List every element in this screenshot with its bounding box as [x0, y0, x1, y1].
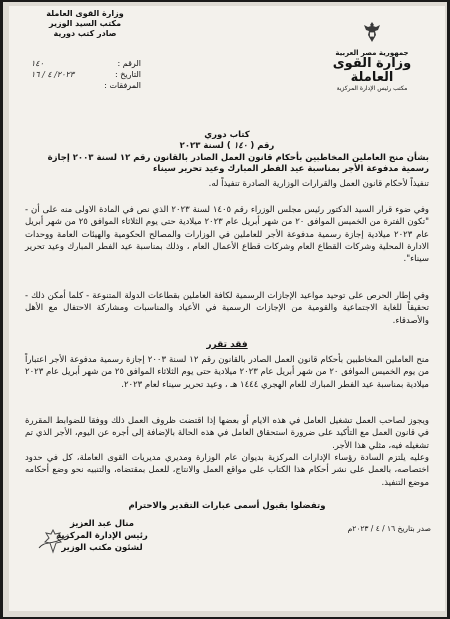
letterhead-right	[313, 20, 431, 93]
closing-line: وتفضلوا بقبول أسمى عبارات التقدير والاحترام	[128, 501, 326, 511]
republic-label: جمهورية مصر العربية	[335, 49, 409, 57]
subject-line: بشأن منح العاملين المخاطبين بأحكام قانون العمل الصادر بالقانون رقم ١٢ لسنة ٢٠٠٣ إجازة رسمية مدفوعة الأجر بمناسبة عيد الفطر المبارك وعيد تحرير سيناء	[47, 153, 429, 174]
ref-date-row	[31, 69, 141, 80]
document-frame	[3, 2, 447, 617]
paragraph-context: وفي إطار الحرص على توحيد مواعيد الإجازات الرسمية لكافة العاملين بقطاعات الدولة المتنوعة - كلما أمكن ذلك - تحقيقاً للغاية الاجتماعية والقومية من الإجازات الرسمية في الأعياد والمناسبات ومشاركة الاحتفال مع الأهل والأصدقاء.	[25, 291, 429, 326]
document-page	[9, 6, 445, 611]
ref-attachments-row	[31, 80, 141, 91]
office-name: مكتب رئيس الإدارة المركزية	[336, 85, 408, 92]
stamp-line-3: صادر كتب دورية	[53, 29, 117, 38]
issue-date: صدر بتاريخ ١٦ / ٤ / ٢٠٢٣م	[347, 524, 431, 533]
stamp-line-1: وزارة القوى العاملة	[46, 9, 124, 18]
number-prefix: رقم (	[250, 141, 275, 151]
ref-attachments-label: المرفقات :	[104, 81, 141, 90]
ref-date-value: ٢٠٢٣/ ٤ / ١٦	[31, 70, 75, 79]
paragraph-preamble: تنفيذاً لأحكام قانون العمل والقرارات الوزارية الصادرة تنفيذاً له.	[208, 179, 429, 189]
paragraph-decree: وفي ضوء قرار السيد الدكتور رئيس مجلس الوزراء رقم ١٤٠٥ لسنة ٢٠٢٣ الذي نص في المادة الاولى منه على أن - "تكون الفترة من الخميس الموافق ٢٠ من شهر أبريل عام ٢٠٢٣ ميلادية حتى يوم الثلاثاء الموافق ٢٥ من شهر أبريل عام ٢٠٢٣ ميلادية إجازة رسمية مدفوعة الأجر للعاملين في الوزارات والمصالح الحكومية والهيئات العامة ووحدات الادارة المحلية وشركات القطاع العام وشركات قطاع الأعمال العام ، وذلك بمناسبة عيد الفطر المبارك وعيد تحرير سيناء".	[25, 205, 430, 265]
document-number-line	[29, 141, 425, 151]
reference-block	[31, 58, 141, 91]
decision-holiday: منح العاملين المخاطبين بأحكام قانون العمل الصادر بالقانون رقم ١٢ لسنة ٢٠٠٣ إجازة رسمية مدفوعة الأجر اعتباراً من يوم الخميس الموافق ٢٠ من شهر أبريل عام ٢٠٢٣ ميلادية حتى يوم الثلاثاء الموافق ٢٥ من شهر أبريل عام ٢٠٢٣ ميلادية بمناسبة عيد الفطر المبارك للعام الهجري ١٤٤٤ هـ ، وعيد تحرير سيناء لعام ٢٠٢٣.	[25, 355, 429, 390]
ministry-name: وزارة القوى العاملة	[332, 56, 412, 85]
ref-number-value: ١٤٠	[31, 59, 44, 68]
decision-overtime: ويجوز لصاحب العمل تشغيل العامل في هذه الايام أو بعضها إذا اقتضت ظروف العمل ذلك ووفقا للضوابط المقررة في قانون العمل مع التأكيد على ضرورة استحقاق العامل في هذه الحالة بالإضافة إلى أجره عن اليوم، الأجر الذي تم تشغيله فيه، مثلي هذا الأجر.	[25, 416, 429, 451]
eagle-emblem-icon	[361, 20, 383, 44]
ref-number-row	[31, 58, 141, 69]
number-suffix: ) لسنة ٢٠٢٣	[179, 141, 231, 151]
signatory-title-2: لشئون مكتب الوزير	[61, 543, 143, 553]
number-handwritten: ١٤٠	[233, 141, 248, 151]
signature-block	[47, 518, 157, 554]
ref-date-label: التاريخ :	[114, 70, 141, 79]
outgoing-stamp	[29, 9, 141, 39]
signatory-title-1: رئيس الإدارة المركزية	[56, 531, 148, 541]
official-seal-icon	[33, 526, 73, 556]
decision-implementation: وعليه يلتزم السادة رؤساء الإدارات المركزية بديوان عام الوزارة ومديري مديريات القوى العاملة، كل في حدود اختصاصه، بالعمل على نشر أحكام هذا الكتاب على مواقع العمل والانتاج، للعمل بمقتضاه، والتنبيه نحو وضع أحكامه موضع التنفيذ.	[25, 453, 429, 488]
decision-heading: فقد تقرر	[206, 340, 248, 350]
ref-number-label: الرقم :	[117, 59, 141, 68]
document-title: كتاب دوري	[204, 130, 250, 140]
signatory-name: منال عبد العزيز	[69, 519, 135, 529]
stamp-line-2: مكتب السيد الوزير	[48, 19, 122, 28]
